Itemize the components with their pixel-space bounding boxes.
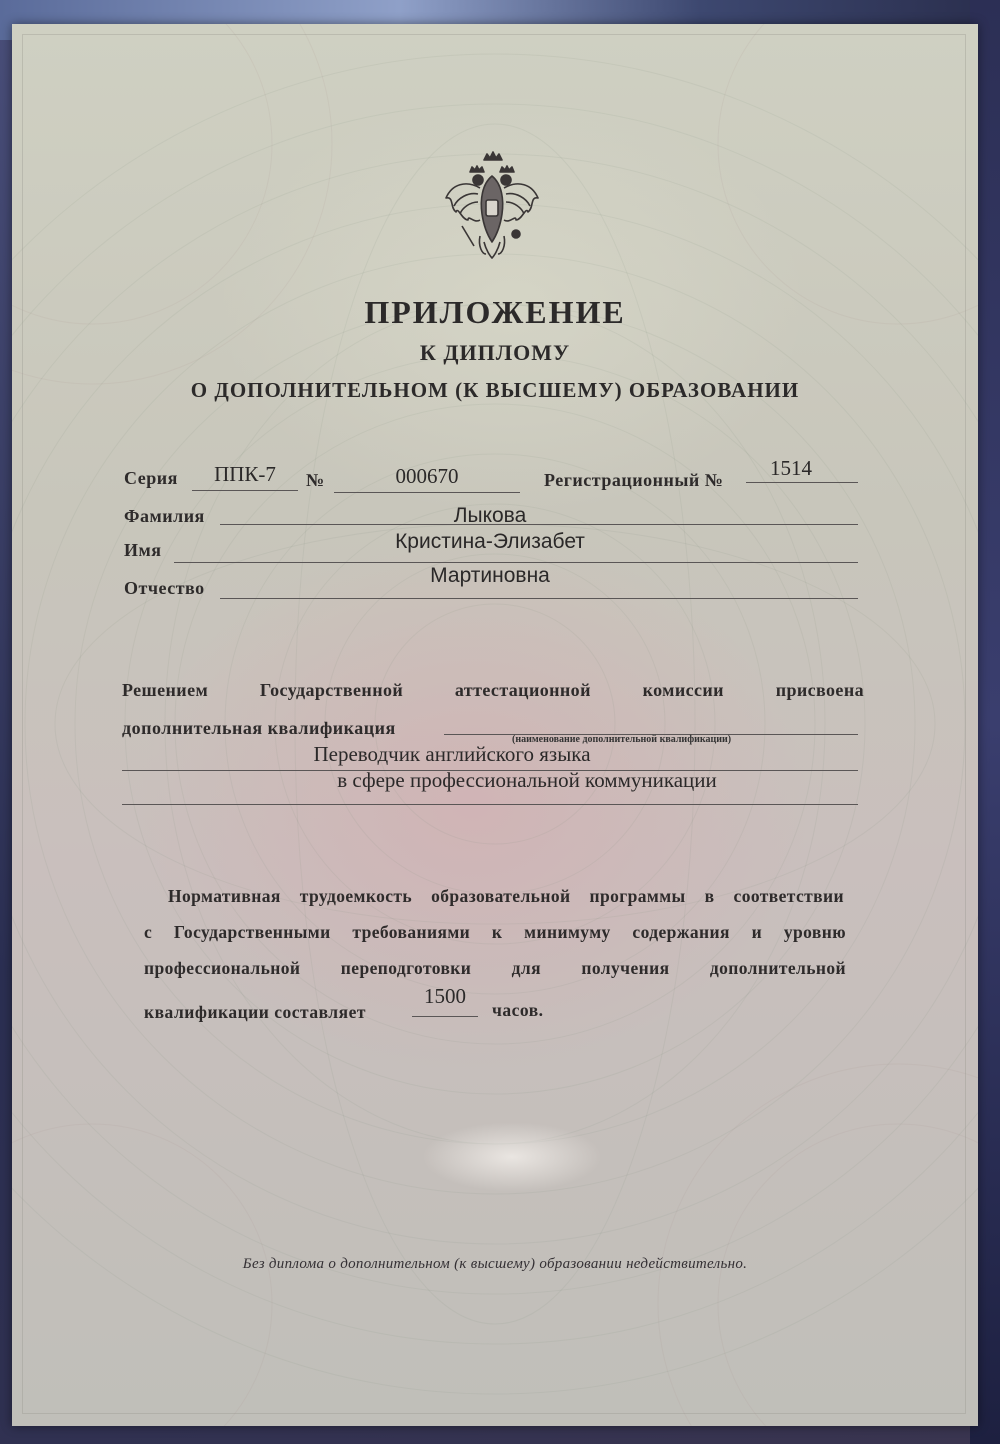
name-label: Имя	[124, 540, 162, 560]
workload-line-4-prefix: квалификации составляет	[144, 1002, 366, 1022]
qualification-value-2: в сфере профессиональной коммуникации	[337, 768, 717, 792]
document-subtitle-2: О ДОПОЛНИТЕЛЬНОМ (К ВЫСШЕМУ) ОБРАЗОВАНИИ	[190, 378, 800, 402]
number-label: №	[306, 470, 325, 490]
patronymic-label: Отчество	[124, 578, 205, 598]
name-line	[174, 562, 858, 563]
diploma-supplement-sheet	[12, 24, 978, 1426]
patronymic-value: Мартиновна	[430, 564, 550, 587]
registration-label: Регистрационный №	[544, 470, 724, 490]
registration-value: 1514	[770, 456, 812, 480]
workload-line-2: с Государственными требованиями к минимуму содержания и уровню	[144, 922, 846, 942]
patronymic-line	[220, 598, 858, 599]
qualification-value-1: Переводчик английского языка	[313, 742, 591, 766]
number-value: 000670	[395, 464, 459, 488]
qualification-line-2: дополнительная квалификация	[122, 718, 396, 738]
name-value: Кристина-Элизабет	[395, 530, 585, 553]
hours-value: 1500	[424, 984, 466, 1008]
registration-line	[746, 482, 858, 483]
surname-value: Лыкова	[453, 504, 527, 527]
qualification-line-1: Решением Государственной аттестационной комиссии присвоена	[122, 680, 864, 700]
series-line	[192, 490, 298, 491]
document-subtitle-1: К ДИПЛОМУ	[419, 340, 571, 365]
number-line	[334, 492, 520, 493]
coat-of-arms-emblem	[440, 150, 544, 262]
surname-label: Фамилия	[124, 506, 205, 526]
series-value: ППК-7	[214, 462, 276, 486]
series-label: Серия	[124, 468, 178, 488]
document-title: ПРИЛОЖЕНИЕ	[364, 294, 626, 330]
paper-smudge	[422, 1122, 602, 1192]
workload-line-3: профессиональной переподготовки для получения дополнительной	[144, 958, 846, 978]
workload-line-1: Нормативная трудоемкость образовательной программы в соответствии	[168, 886, 844, 906]
footer-note: Без диплома о дополнительном (к высшему) образовании недействительно.	[242, 1256, 748, 1272]
qualification-caption: (наименование дополнительной квалификации)	[512, 734, 732, 745]
qualification-value-line-2	[122, 804, 858, 805]
workload-line-4-suffix: часов.	[492, 1000, 544, 1020]
hours-line	[412, 1016, 478, 1017]
